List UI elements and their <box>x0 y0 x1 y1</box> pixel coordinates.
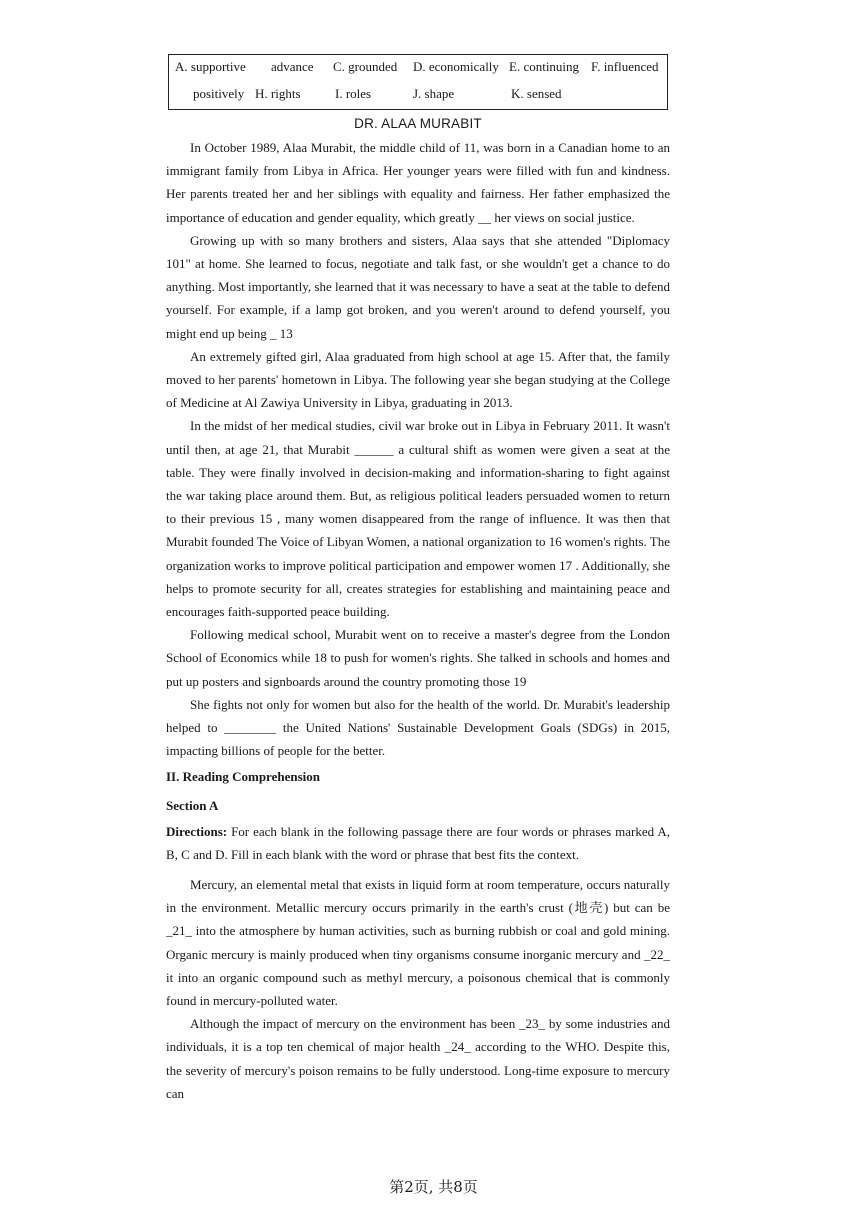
article-body <box>166 136 670 762</box>
article-title: DR. ALAA MURABIT <box>354 116 482 131</box>
page-footer: 第2页, 共8页 <box>389 1178 478 1196</box>
section-heading: II. Reading Comprehension <box>166 769 320 784</box>
word-option: E. continuing <box>509 59 580 74</box>
word-option: advance <box>271 59 314 74</box>
section-subheading: Section A <box>166 798 219 813</box>
word-option: I. roles <box>335 86 372 101</box>
word-option: H. rights <box>255 86 301 101</box>
passage-body <box>166 873 670 1105</box>
word-option: C. grounded <box>333 59 398 74</box>
directions <box>166 820 670 866</box>
word-option: K. sensed <box>511 86 562 101</box>
paragraph: Although the impact of mercury on the environment has been _23_ by some industries and individuals, it is a top ten chemical of major health _24_ according to the WHO. Despite this, the severity of mercury's poison remains to be fully understood. Long-time exposure to mercury can <box>166 1016 670 1101</box>
paragraph: Mercury, an elemental metal that exists in liquid form at room temperature, occurs naturally in the environment. Metallic mercury occurs primarily in the earth's crust (地壳) but can be _21_ into the atmosphere by human activities, such as burning rubbish or coal and gold mining. Organic mercury is mainly produced when tiny organisms consume inorganic mercury and _22_ it into an organic compound such as methyl mercury, a poisonous chemical that is commonly found in mercury-polluted water. <box>166 877 670 1009</box>
paragraph: In October 1989, Alaa Murabit, the middle child of 11, was born in a Canadian home to an immigrant family from Libya in Africa. Her younger years were filled with fun and kindness. Her parents treated her and her siblings with equality and fairness. Her father emphasized the importance of education and gender equality, which greatly __ her views on social justice. <box>166 140 670 225</box>
word-bank-row-1 <box>169 59 667 79</box>
paragraph: Growing up with so many brothers and sisters, Alaa says that she attended "Diplomacy 101" at home. She learned to focus, negotiate and talk fast, or she wouldn't get a chance to do anything. Most importantly, she learned that it was necessary to have a seat at the table to defend yourself. For example, if a lamp got broken, and you weren't around to defend yourself, you might end up being _ 13 <box>166 232 670 341</box>
word-option: A. supportive <box>175 59 246 74</box>
word-option: J. shape <box>413 86 455 101</box>
word-option: positively <box>193 86 245 101</box>
paragraph: Following medical school, Murabit went on to receive a master's degree from the London School of Economics while 18 to push for women's rights. She talked in schools and homes and put up posters and signboards around the country promoting those 19 <box>166 627 670 689</box>
word-option: D. economically <box>413 59 499 74</box>
directions-label: Directions: <box>166 824 228 839</box>
word-option: F. influenced <box>591 59 659 74</box>
directions-text: For each blank in the following passage there are four words or phrases marked A, B, C and D. Fill in each blank with the word or phrase that best fits the context. <box>166 824 670 863</box>
word-bank-row-2 <box>169 86 667 106</box>
paragraph: She fights not only for women but also for the health of the world. Dr. Murabit's leadership helped to ________ the United Nations' Sustainable Development Goals (SDGs) in 2015, impacting billions of people for the better. <box>166 696 670 759</box>
paragraph: In the midst of her medical studies, civil war broke out in Libya in February 2011. It wasn't until then, at age 21, that Murabit ______ a cultural shift as women were given a seat at the table. They were finally involved in decision-making and information-sharing to fight against the war taking place around them. But, as religious political leaders persuaded women to return to their previous 15 , many women disappeared from the range of influence. It was then that Murabit founded The Voice of Libyan Women, a national organization to 16 women's rights. The organization works to improve political participation and empower women 17 . Additionally, she helps to promote security for all, creates strategies for establishing and maintaining peace and encourages faith-supported peace building. <box>166 418 670 620</box>
word-bank-box <box>168 54 668 110</box>
paragraph: An extremely gifted girl, Alaa graduated from high school at age 15. After that, the family moved to her parents' hometown in Libya. The following year she began studying at the College of Medicine at Al Zawiya University in Libya, graduating in 2013. <box>166 348 670 411</box>
